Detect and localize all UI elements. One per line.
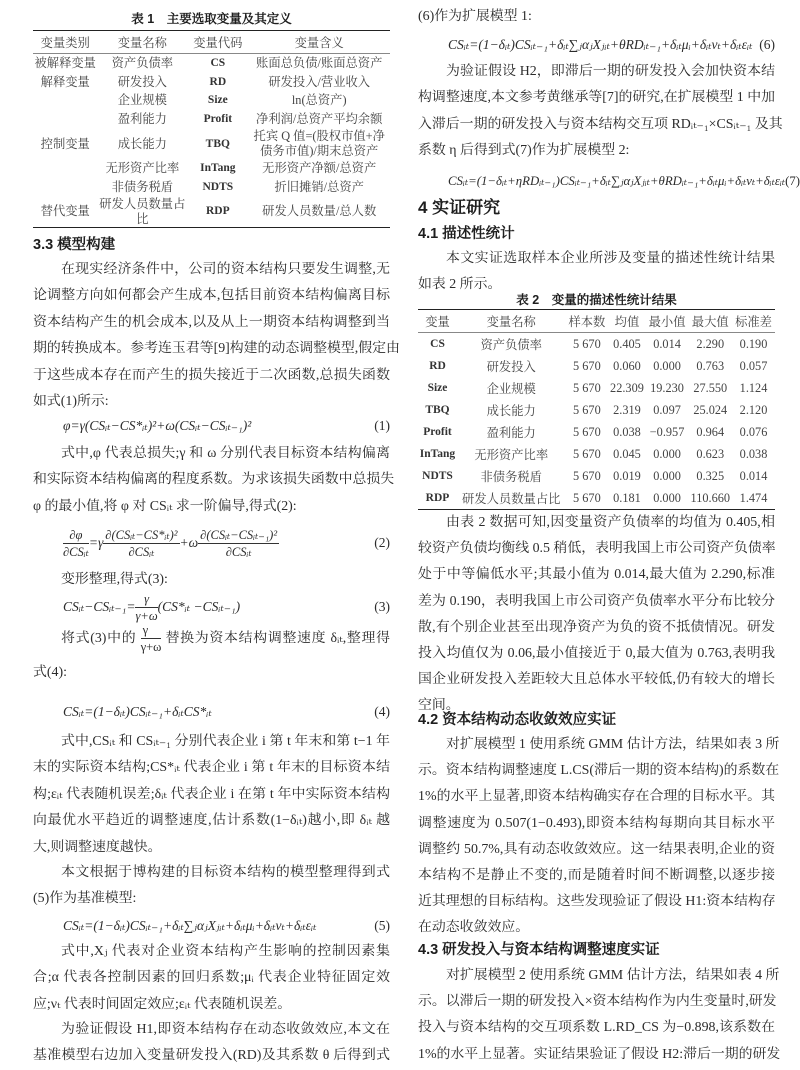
denominator: ∂CSᵢₜ [128,545,155,560]
table-row [33,197,390,228]
paragraph [33,441,395,520]
cell-meaning: 研发人员数量/总人数 [262,204,377,219]
equation-5-body: CSᵢₜ=(1−δᵢₜ)CSᵢₜ₋₁+δᵢₜ∑ⱼαⱼXⱼᵢₜ+δᵢₜμᵢ+δᵢₜνₜ+δᵢₜεᵢₜ [63,918,317,933]
cell-variable: InTang [419,448,456,460]
text-line: 资本结构产生的机会成本,以及从上一期资本结构调整到当 [33,314,390,330]
table1 [33,30,390,228]
cell-name: 企业规模 [117,93,167,108]
text-line: (6)作为扩展模型 1: [418,9,532,24]
cell: 5 670 [573,402,601,417]
equation-7-body: CSᵢₜ=(1−δᵢₜ+ηRDᵢₜ₋₁)CSᵢₜ₋₁+δᵢₜ∑ⱼαⱼXⱼᵢₜ+θRDᵢₜ₋₁+δᵢₜμᵢ+δᵢₜνₜ+δᵢₜεᵢₜ [448,174,786,188]
column-header: 最小值 [646,310,689,333]
equation-3-rhs: (CS*ᵢₜ −CSᵢₜ₋₁) [157,599,241,614]
table1-caption: 表 1 主要选取变量及其定义 [131,12,292,26]
cell: 成长能力 [486,404,536,418]
text-line: 在动态收敛效应。 [418,920,530,936]
text-line: 合;α 代表各控制因素的回归系数;μᵢ 代表企业特征固定效 [33,970,390,986]
table-row [418,377,775,399]
cell-variable: Profit [423,426,452,438]
cell: 盈利能力 [486,426,536,440]
cell-name: 研发人员数量占比 [99,196,186,226]
text-line: 式中,φ 代表总损失;γ 和 ω 分别代表目标资本结构偏离 [61,446,390,461]
column-header: 均值 [608,310,645,333]
numerator: γ [141,622,162,639]
cell-code: RDP [206,205,230,218]
cell: 0.038 [739,446,768,461]
equation-6 [418,32,775,58]
text-line: 对扩展模型 2 使用系统 GMM 估计方法，结果如表 4 所 [446,968,780,983]
text-line: 本结构不是静止不变的,而是随着时间不断调整,以逐步接 [418,867,775,883]
cell-meaning: 无形资产净额/总资产 [262,161,377,176]
cell-category: 被解释变量 [34,55,96,70]
cell: −0.957 [649,424,685,439]
cell-category: 替代变量 [40,204,90,219]
cell-meaning: 账面总负债/账面总资产 [256,55,383,70]
table-row [33,54,390,73]
denominator: γ+ω [140,640,162,655]
equation-number: (2) [374,535,390,550]
cell: 2.290 [696,336,725,351]
cell: 5 670 [573,490,601,505]
cell: 0.325 [696,468,725,483]
cell-variable: NDTS [422,470,453,482]
section-heading-4: 4 实证研究 [418,198,501,217]
cell: 0.190 [739,336,768,351]
cell: 110.660 [690,490,731,505]
equation-2 [33,525,390,561]
cell-meaning: 研发投入/营业收入 [268,74,371,89]
cell: 0.000 [653,468,681,483]
denominator: ∂CSᵢₜ [63,545,89,560]
text-line: 式中,CSᵢₜ 和 CSᵢₜ₋₁ 分别代表企业 i 第 t 年末和第 t−1 年 [61,734,390,749]
cell-meaning: 折旧摊销/总资产 [274,179,364,194]
text-line: 示。资本结构调整速度 L.CS(滞后一期的资本结构)的系数在 [418,763,780,779]
table-row [33,92,390,111]
text-span: 替换为资本结构调整速度 δᵢₜ,整理得 [165,631,390,646]
cell-code: RD [209,75,227,88]
cell-code: Size [207,94,228,107]
table-row [418,355,775,377]
cell: 0.405 [613,336,641,351]
paragraph [33,729,390,861]
equation-4 [33,699,390,725]
text-line: 如表 2 所示。 [418,277,502,293]
column-header: 最大值 [688,310,732,333]
text-line: 空间。 [418,698,460,714]
cell-name: 成长能力 [117,136,167,151]
text-line: 处于中等偏低水平;其最小值为 0.014,最大值为 2.290,标准 [418,567,775,583]
paragraph [33,620,390,686]
text-line: 调整速度为 0.507(1−0.493),即资本结构每期向其目标水平 [418,815,775,831]
cell: 无形资产比率 [474,448,549,462]
text-line: 示。以滞后一期的研发投入×资本结构作为内生变量时,研发 [418,994,777,1010]
text-line [33,620,390,658]
text-line: 构;εᵢₜ 代表随机误差;δᵢₜ 代表企业 i 在第 t 年中实际资本结构 [33,786,390,802]
cell: 研发人员数量占比 [462,492,561,506]
cell: 0.000 [653,490,681,505]
paragraph [418,510,775,720]
text-span: 将式(3)中的 [61,631,137,646]
text-line: 向最优水平趋近的调整速度,估计系数(1−δᵢₜ)越小,即 δᵢₜ 越 [33,813,390,829]
cell-category [33,92,97,111]
cell: 0.045 [613,446,641,461]
text-line: 调整约 50.7%,具有动态收敛效应。这一结果表明,企业的资 [418,841,775,857]
cell-name: 无形资产比率 [105,161,180,176]
cell: 0.964 [696,424,725,439]
table-row [418,443,775,465]
table-row [418,399,775,421]
cell: 0.057 [739,358,768,373]
text-line: 论调整方向如何都会产生成本,包括目前资本结构偏离目标 [33,288,390,304]
cell-category: 解释变量 [40,74,90,89]
cell: 非债务税盾 [480,470,542,484]
cell-code: NDTS [202,180,234,193]
numerator: γ [135,591,157,608]
text-line: 期的转换成本。参考连玉君等[9]构建的动态调整模型,假定由 [33,341,400,357]
table-row [33,178,390,197]
cell-meaning: ln(总资产) [291,93,347,108]
equation-number: (4) [374,704,390,719]
cell: 5 670 [573,358,601,373]
table-row [33,129,390,159]
paragraph [33,860,390,913]
cell-code: InTang [200,162,236,175]
equation-4-body: CSᵢₜ=(1−δᵢₜ)CSᵢₜ₋₁+δᵢₜCS*ᵢₜ [63,704,212,719]
cell: 0.000 [653,446,681,461]
table-row [33,159,390,178]
text-line: 投入均值仅为 0.06,最小值接近于 0,最大值为 0.763,表明我 [418,645,775,661]
cell-code: CS [210,56,226,69]
cell: 19.230 [650,380,684,395]
cell-code: Profit [203,113,233,126]
equation-1 [33,413,390,439]
column-header: 变量代码 [187,31,248,54]
table2-caption: 表 2 变量的描述性统计结果 [516,293,677,307]
cell: 5 670 [573,380,601,395]
equation-number: (1) [374,418,390,433]
table-row [418,421,775,443]
cell: 0.623 [696,446,725,461]
operator: +ω [179,535,199,550]
cell-name: 研发投入 [117,74,167,89]
numerator: ∂(CSᵢₜ−CS*ᵢₜ)² [105,528,178,543]
column-header: 变量类别 [33,31,97,54]
paragraph [33,257,400,415]
cell-meaning: 净利润/总资产平均余额 [256,112,383,127]
text-line: 系数 η 后得到式(7)作为扩展模型 2: [418,143,630,159]
cell-variable: TBQ [425,404,450,416]
cell: 25.024 [693,402,728,417]
table-row [33,110,390,129]
text-line: 差为 0.190，表明我国上市公司资产负债率水平分布比较分 [418,593,775,609]
paragraph [33,1017,390,1070]
text-line: 为验证假设 H2，即滞后一期的研发投入会加快资本结 [446,64,775,79]
table2 [418,309,775,510]
column-header: 变量名称 [97,31,187,54]
text-line: 本文实证选取样本企业所涉及变量的描述性统计结果 [446,251,775,266]
cell: 0.014 [653,336,681,351]
text-line: (5)作为基准模型: [33,891,137,907]
section-heading-3-3: 3.3 模型构建 [33,237,116,253]
text-line: 应;νₜ 代表时间固定效应;εᵢₜ 代表随机误差。 [33,996,292,1012]
table-row [418,333,775,356]
cell: 0.181 [613,490,641,505]
equation-number: (7) [785,174,800,188]
cell: 0.060 [613,358,641,373]
cell: 2.120 [739,402,768,417]
cell: 资产负债率 [480,338,542,352]
denominator: ∂CSᵢₜ [225,545,252,560]
cell: 5 670 [573,424,601,439]
text-line: 大,则调整速度越快。 [33,839,162,855]
equation-1-body: φ=γ(CSᵢₜ−CS*ᵢₜ)²+ω(CSᵢₜ−CSᵢₜ₋₁)² [63,418,252,433]
text-line: φ 的最小值,将 φ 对 CSᵢₜ 求一阶偏导,得式(2): [33,498,297,514]
cell-category: 控制变量 [40,136,90,151]
text-line: 基准模型右边加入变量研发投入(RD)及其系数 θ 后得到式 [33,1048,390,1064]
equation-number: (5) [374,918,390,933]
text-line: 在现实经济条件中，公司的资本结构只要发生调整,无 [61,262,390,277]
equation-3 [33,590,390,624]
column-header: 标准差 [732,310,775,333]
paragraph [418,59,783,165]
text-line: 于这些成本存在而产生的损失接近于二次函数,总损失函数 [33,367,390,383]
operator: =γ [88,535,104,550]
cell: 0.763 [696,358,725,373]
cell-variable: RDP [425,492,450,504]
fraction [141,622,162,655]
fraction [198,527,279,560]
cell: 27.550 [693,380,728,395]
text-line: 本文根据于博构建的目标资本结构的模型整理得到式 [61,865,390,880]
text-line: 1%的水平上显著,即资本结构确实存在合理的目标水平。其 [418,789,775,805]
text-line: 较资产负债均衡线 0.5 稍低，表明我国上市公司资产负债率 [418,541,776,557]
text-line: 如式(1)所示: [33,393,109,409]
section-heading-4-3: 4.3 研发投入与资本结构调整速度实证 [418,942,660,958]
cell: 0.000 [653,358,681,373]
cell: 2.319 [613,402,641,417]
text-line: 1%的水平上显著。实证结果验证了假设 H2:滞后一期的研发 [418,1046,781,1062]
cell: 1.124 [739,380,768,395]
paragraph [418,732,780,942]
cell-name: 资产负债率 [111,55,174,70]
table1-header [33,31,390,54]
equation-5 [33,913,390,939]
fraction [103,527,179,560]
cell-meaning: 托宾 Q 值=(股权市值+净债务市值)/期末总资产 [253,129,385,159]
text-line: 和实际资本结构偏离的程度系数。为求该损失函数中总损失 [33,472,395,488]
cell: 5 670 [573,446,601,461]
table-row [418,487,775,510]
cell: 0.019 [613,468,641,483]
column-header: 变量 [418,310,457,333]
cell: 企业规模 [486,382,536,396]
text-line: 国企业研发投入差距较大且总体水平较低,仍有较大的增长 [418,672,775,688]
cell: 5 670 [573,468,601,483]
cell-variable: RD [429,360,446,372]
numerator: ∂φ [63,527,89,544]
column-header: 变量含义 [248,31,390,54]
table-row [33,73,390,92]
equation-7 [418,168,800,194]
paragraph [418,4,775,30]
table2-header [418,310,775,333]
text-line: 为验证假设 H1,即资本结构存在动态收敛效应,本文在 [61,1022,390,1037]
equation-6-body: CSᵢₜ=(1−δᵢₜ)CSᵢₜ₋₁+δᵢₜ∑ⱼαⱼXⱼᵢₜ+θRDᵢₜ₋₁+δᵢₜμᵢ+δᵢₜνₜ+δᵢₜεᵢₜ [448,37,753,52]
cell-category [33,159,97,178]
cell-name: 盈利能力 [117,112,167,127]
cell-name: 非债务税盾 [111,179,174,194]
fraction [63,527,89,560]
paragraph [418,963,781,1068]
text-line: 末的实际资本结构;CS*ᵢₜ 代表企业 i 第 t 年末的目标资本结 [33,760,390,776]
text-line: 对扩展模型 1 使用系统 GMM 估计方法，结果如表 3 所 [446,737,780,752]
cell: 0.097 [653,402,681,417]
text-line: 由表 2 数据可知,因变量资产负债率的均值为 0.405,相 [446,515,775,530]
text-line: 变形整理,得式(3): [61,572,168,587]
equation-number: (3) [374,599,390,614]
text-line: 式中,Xⱼ 代表对企业资本结构产生影响的控制因素集 [61,944,390,959]
section-heading-4-2: 4.2 资本结构动态收敛效应实证 [418,712,617,728]
text-line: 散,有个别企业甚至出现净资产为负的资不抵债情况。研发 [418,619,775,635]
table-row [418,465,775,487]
text-line: 式(4): [33,665,67,680]
text-line: 入滞后一期的研发投入与资本结构交互项 RDᵢₜ₋₁×CSᵢₜ₋₁ 及其 [418,116,783,132]
paragraph [33,939,390,1018]
cell: 5 670 [573,336,601,351]
section-heading-4-1: 4.1 描述性统计 [418,226,515,242]
denominator: γ+ω [135,609,158,624]
column-header: 变量名称 [457,310,565,333]
column-header: 样本数 [565,310,608,333]
cell-code: TBQ [205,137,230,150]
cell-category [33,110,97,129]
cell: 0.038 [613,424,641,439]
text-line: 投入与资本结构的交互项系数 L.RD_CS 为−0.898,该系数在 [418,1020,775,1036]
equation-number: (6) [759,37,775,52]
cell: 0.014 [739,468,768,483]
equation-3-lhs: CSᵢₜ−CSᵢₜ₋₁= [63,599,136,614]
text-line: 构调整速度,本文参考黄继承等[7]的研究,在扩展模型 1 中加 [418,90,775,106]
text-line: 近其理想的目标结构。这些发现验证了假设 H1:资本结构存 [418,894,776,910]
cell-category [33,178,97,197]
cell: 0.076 [739,424,768,439]
cell: 研发投入 [486,360,536,374]
cell-variable: Size [427,382,448,394]
cell: 1.474 [739,490,768,505]
numerator: ∂(CSᵢₜ−CSᵢₜ₋₁)² [200,528,278,543]
cell-variable: CS [430,338,445,350]
cell: 22.309 [610,380,644,395]
